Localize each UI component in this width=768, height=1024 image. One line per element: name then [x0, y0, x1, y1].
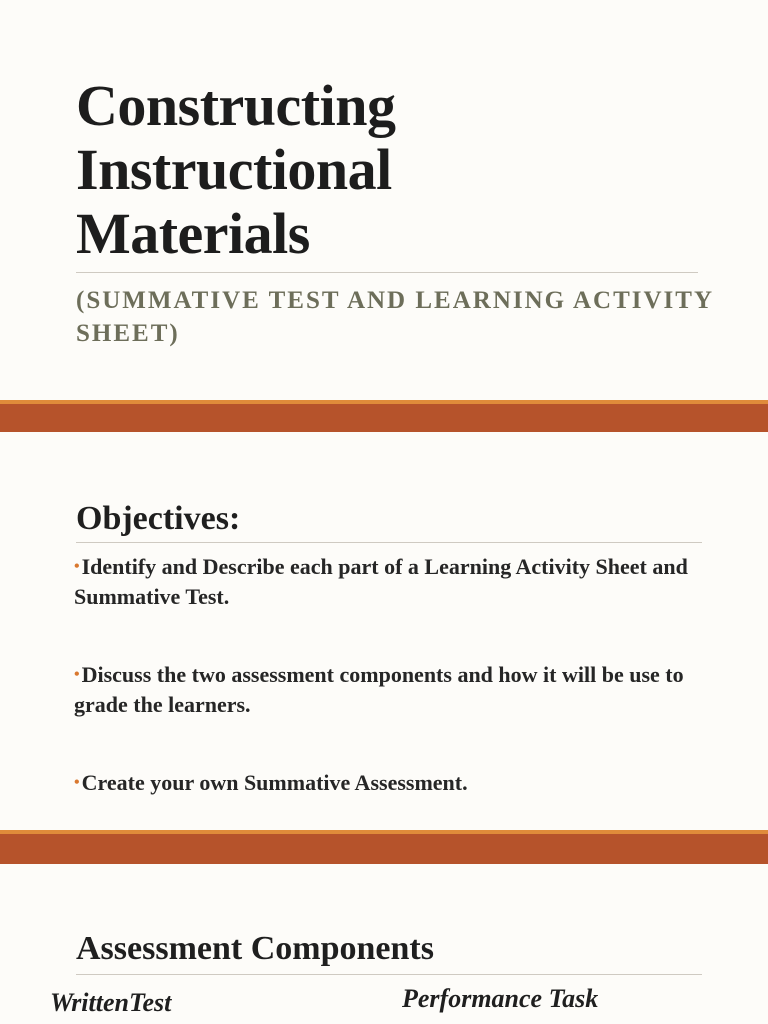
- objectives-heading: Objectives:: [76, 500, 241, 537]
- slide-separator-band: [0, 830, 768, 864]
- objective-item: [74, 552, 694, 612]
- bullet-dot-icon: •: [74, 558, 80, 575]
- bullet-dot-icon: •: [74, 774, 80, 791]
- objectives-slide: [0, 432, 768, 830]
- slide-subtitle: (SUMMATIVE TEST AND LEARNING ACTIVITY SHEET): [76, 287, 714, 347]
- objective-text: Discuss the two assessment components and how it will be use to grade the learners.: [74, 662, 684, 717]
- title-line: Instructional: [76, 137, 392, 202]
- assessment-slide: [0, 864, 768, 1024]
- slide-title: [76, 74, 716, 266]
- objective-text: Create your own Summative Assessment.: [81, 770, 468, 795]
- title-line: Constructing: [76, 73, 396, 138]
- bullet-dot-icon: •: [74, 666, 80, 683]
- assessment-heading: Assessment Components: [76, 930, 434, 967]
- written-test-label: WrittenTest: [50, 988, 172, 1017]
- performance-task-label: Performance Task: [402, 984, 599, 1013]
- slide-separator-band: [0, 400, 768, 432]
- title-slide: [0, 0, 768, 400]
- assessment-divider: [76, 974, 702, 975]
- objective-item: [74, 768, 694, 798]
- objective-text: Identify and Describe each part of a Learning Activity Sheet and Summative Test.: [74, 554, 688, 609]
- title-line: Materials: [76, 201, 310, 266]
- title-divider: [76, 272, 698, 273]
- objectives-list: [74, 552, 694, 798]
- objective-item: [74, 660, 694, 720]
- objectives-divider: [76, 542, 702, 543]
